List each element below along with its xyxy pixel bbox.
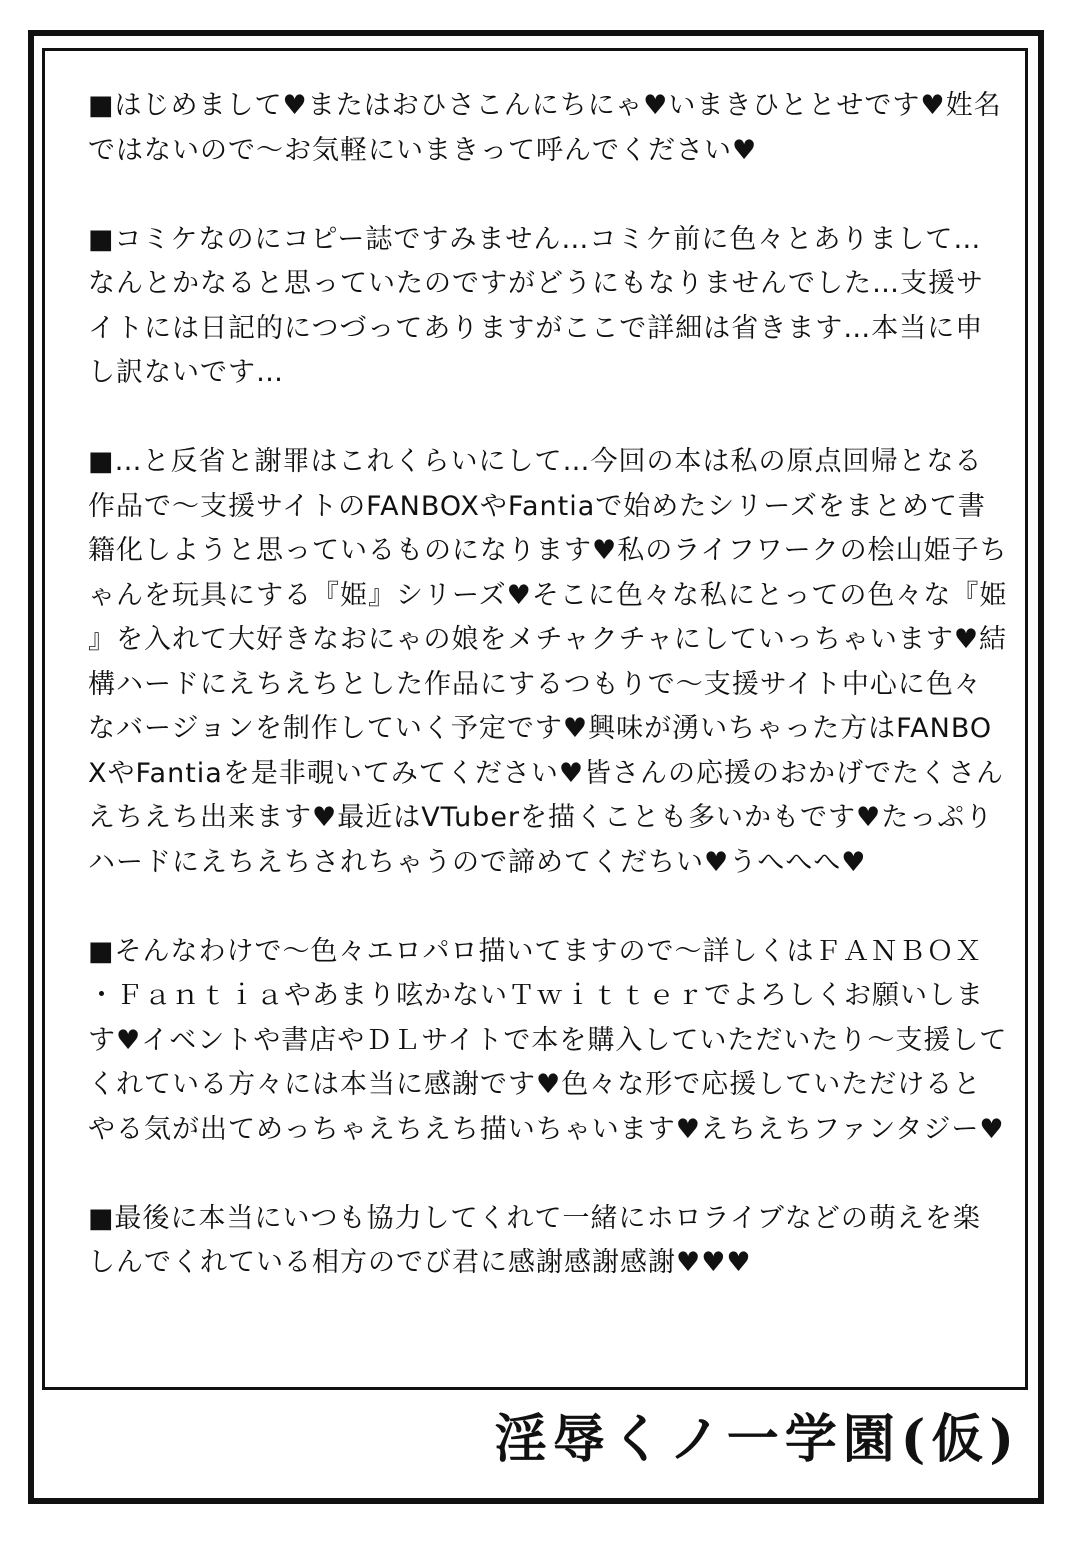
paragraph-links: ■そんなわけで～色々エロパロ描いてますので～詳しくはＦＡＮＢＯＸ・Ｆａｎｔｉａやあまり呟かないＴｗｉｔｔｅｒでよろしくお願いします♥イベントや書店やＤＬサイトで本を購入していただいたり～支援してくれている方々には本当に感謝です♥色々な形で応援していただけるとやる気が出てめっちゃえちえち描いちゃいます♥えちえちファンタジー♥ [88,935,1008,1145]
paragraph-apology: ■コミケなのにコピー誌ですみません…コミケ前に色々とありまして…なんとかなると思っていたのですがどうにもなりませんでした…支援サイトには日記的につづってありますがここで詳細は省きます…本当に申し訳ないです… [88,223,984,388]
afterword-text [88,84,1008,1374]
paragraph-greeting: ■はじめまして♥またはおひさこんにちにゃ♥いまきひととせです♥姓名ではないので～お気軽にいまきって呼んでください♥ [88,90,1002,166]
paragraph-thanks: ■最後に本当にいつも協力してくれて一緒にホロライブなどの萌えを楽しんでくれている相方のでび君に感謝感謝感謝♥♥♥ [88,1202,981,1278]
book-title: 淫辱くノ一学園(仮) [494,1409,1020,1470]
paragraph-book-intro: ■…と反省と謝罪はこれくらいにして…今回の本は私の原点回帰となる作品で～支援サイトのFANBOXやFantiaで始めたシリーズをまとめて書籍化しようと思っているものになります♥私のライフワークの桧山姫子ちゃんを玩具にする『姫』シリーズ♥そこに色々な私にとっての色々な『姫』を入れて大好きなおにゃの娘をメチャクチャにしていっちゃいます♥結構ハードにえちえちとした作品にするつもりで～支援サイト中心に色々なバージョンを制作していく予定です♥興味が湧いちゃった方はFANBOXやFantiaを是非覗いてみてください♥皆さんの応援のおかげでたくさんえちえち出来ます♥最近はVTuberを描くことも多いかもです♥たっぷりハードにえちえちされちゃうので諦めてくだちい♥うへへへ♥ [88,446,1008,878]
